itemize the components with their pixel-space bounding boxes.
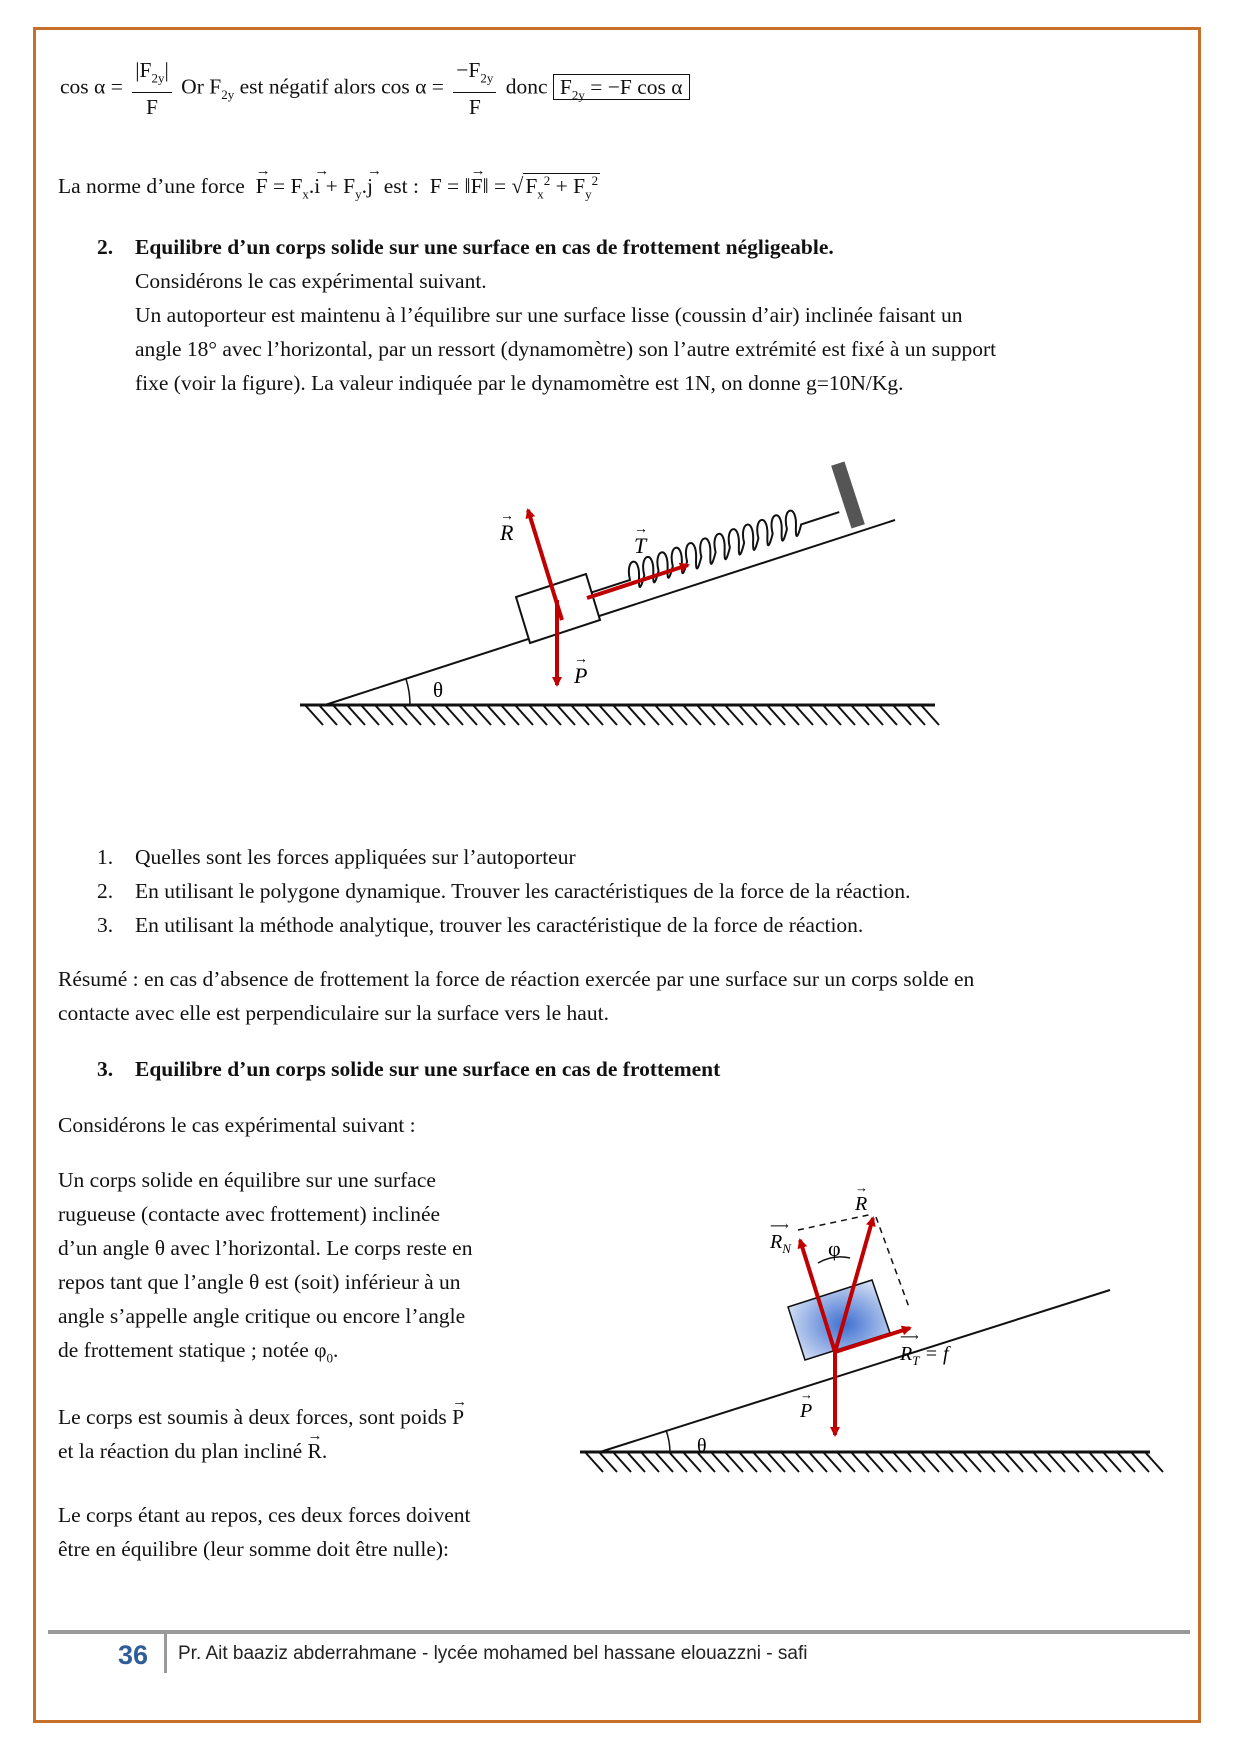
formula-line-1: cos α = $\frac{|F_{2y}|}{F}$ Or $F_{2y}$ est négatif alors cos α = $\frac{-F_{2y}}{F}$ donc $F_{2y} = -F$ cos α (60, 56, 690, 121)
label-phi: φ (828, 1236, 841, 1261)
theta-label-2: θ (697, 1435, 707, 1457)
svg-text:→: → (800, 1387, 813, 1402)
ground-hatching (300, 705, 939, 725)
footer-separator (164, 1633, 167, 1673)
fraction-1: $\frac{|F_{2y}|}{F}$ (132, 56, 172, 121)
section-3-intro: Considérons le cas expérimental suivant : (58, 1113, 416, 1137)
label-R-2: R (855, 1193, 868, 1215)
footer-rule (48, 1630, 1190, 1634)
formula-line-2: La norme d’une force → $F = F_x.\to i + F_y.\to j$ est : F = ‖→ F‖ = $√F_x^2 + F_y^2$ (58, 164, 600, 211)
label-P: P (574, 663, 588, 688)
section-2-title: 2. Equilibre d’un corps solide sur une surface en cas de frottement négligeable. (97, 235, 834, 259)
fixed-support (831, 461, 865, 528)
label-RT: $R_T = f$ (900, 1343, 949, 1368)
questions-list: 1. Quelles sont les forces appliquées sur l’autoporteur 2. En utilisant le polygone dynamique. Trouver les caractéristiques de la force de la réaction. 3. En utilisant la méthode analytique, trouver les caractéristique de la force de réaction. (97, 845, 911, 937)
page-number: 36 (118, 1640, 149, 1670)
rough-block (788, 1280, 890, 1360)
svg-text:→: → (855, 1180, 868, 1195)
svg-text:⟶: ⟶ (900, 1329, 919, 1344)
figure-friction-incline (560, 1160, 1180, 1480)
resume-paragraph: Résumé : en cas d’absence de frottement la force de réaction exercée par une surface sur un corps solde en contacte avec elle est perpendiculaire sur la surface vers le haut. (58, 967, 975, 1025)
spring (592, 511, 839, 593)
svg-text:⟶: ⟶ (770, 1218, 789, 1233)
section-2-body: Considérons le cas expérimental suivant. Un autoporteur est maintenu à l’équilibre sur une surface lisse (coussin d’air) inclinée faisant un angle 18° avec l’horizontal, par un ressort (dynamomètre) son l’autre extrémité est fixé à un support fixe (voir la figure). La valeur indiquée par le dynamomètre est 1N, on donne g=10N/Kg. (135, 269, 997, 395)
section-3-para2: Le corps est soumis à deux forces, sont poids → P et la réaction du plan incliné → R. (58, 1400, 464, 1468)
incline-plane (325, 520, 895, 705)
fraction-2: $\frac{-F_{2y}}{F}$ (453, 56, 496, 121)
label-RN: $R_N$ (770, 1231, 791, 1256)
theta-label: θ (433, 678, 444, 702)
label-R: R (500, 520, 514, 545)
angle-arc (406, 679, 410, 705)
section-3-para3: Le corps étant au repos, ces deux forces doivent être en équilibre (leur somme doit être nulle): (58, 1503, 471, 1561)
label-P-2: P (800, 1400, 813, 1422)
footer-author: Pr. Ait baaziz abderrahmane - lycée mohamed bel hassane elouazzni - safi (178, 1643, 808, 1664)
svg-text:→: → (500, 509, 514, 524)
section-3-title: 3. Equilibre d’un corps solide sur une surface en cas de frottement (97, 1057, 721, 1081)
svg-text:→: → (574, 652, 588, 667)
figure-spring-incline (0, 0, 1240, 760)
label-T: T (634, 533, 647, 558)
section-3-para1: Un corps solide en équilibre sur une surface rugueuse (contacte avec frottement) inclinée d’un angle θ avec l’horizontal. Le corps reste en repos tant que l’angle θ est (soit) inférieur à un angle s’appelle angle critique ou encore l’angle de frottement statique ; notée $\varphi_0$. (58, 1168, 473, 1366)
boxed-result: $F_{2y} = -F$ cos α (553, 74, 690, 100)
svg-text:→: → (634, 522, 648, 537)
